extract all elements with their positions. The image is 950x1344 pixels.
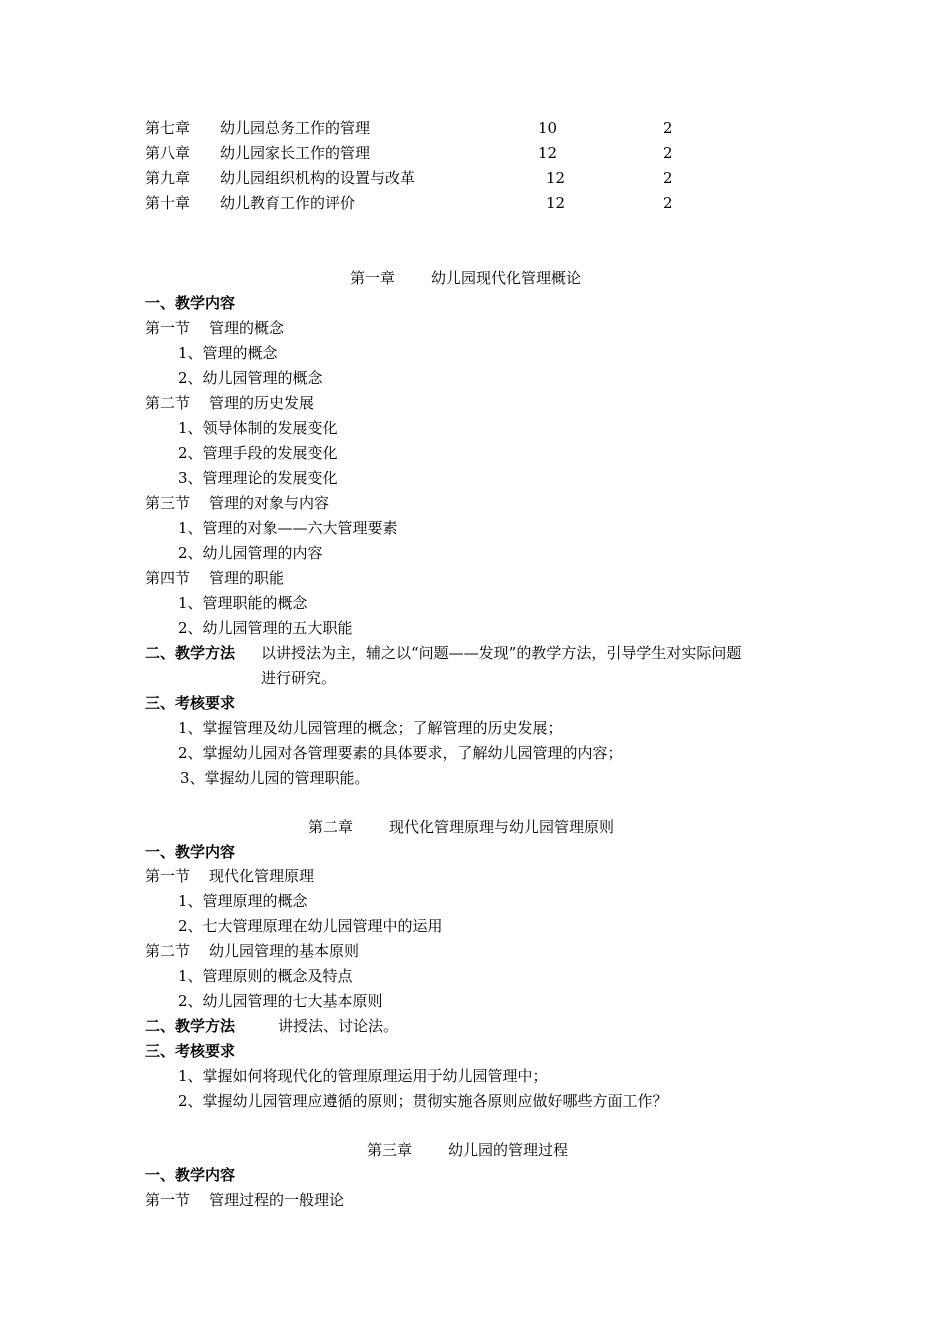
subsection-title: 管理的对象与内容 [209,494,330,512]
method-text: 讲授法、讨论法。 [278,1017,399,1035]
section-label-method: 二、教学方法 [145,644,236,662]
list-item: 1、管理原则的概念及特点 [178,967,353,985]
hours-value: 10 [538,119,558,137]
credits-value: 2 [663,119,673,137]
section-label-content: 一、教学内容 [145,294,236,312]
list-item: 1、掌握如何将现代化的管理原理运用于幼儿园管理中； [178,1067,548,1085]
subsection-title: 幼儿园管理的基本原则 [209,942,360,960]
list-item: 1、管理的概念 [178,344,278,362]
list-item: 2、管理手段的发展变化 [178,444,338,462]
chapter-title: 幼儿园总务工作的管理 [220,119,371,137]
subsection-title: 管理的概念 [209,319,285,337]
hours-value: 12 [546,169,566,187]
subsection-number: 第二节 [145,942,191,960]
list-item: 1、掌握管理及幼儿园管理的概念；了解管理的历史发展； [178,719,563,737]
subsection-number: 第二节 [145,394,191,412]
section-label-method: 二、教学方法 [145,1017,236,1035]
table-row [145,143,190,163]
section-label-content: 一、教学内容 [145,1166,236,1184]
list-item: 2、七大管理原理在幼儿园管理中的运用 [178,917,443,935]
subsection-title: 管理的职能 [209,569,285,587]
chapter-heading-number: 第二章 [308,818,354,836]
list-item: 2、幼儿园管理的内容 [178,544,323,562]
credits-value: 2 [663,144,673,162]
table-row [145,193,190,213]
chapter-heading-number: 第三章 [367,1141,413,1159]
subsection-heading [145,568,284,588]
chapter-heading-title: 幼儿园的管理过程 [448,1141,569,1159]
hours-value: 12 [538,144,558,162]
list-item: 1、管理的对象——六大管理要素 [178,519,398,537]
chapter-number: 第九章 [145,169,191,187]
method-text-continued: 进行研究。 [261,669,337,687]
subsection-heading [145,941,359,961]
list-item: 3、掌握幼儿园的管理职能。 [180,769,370,787]
chapter-number: 第八章 [145,144,191,162]
subsection-number: 第三节 [145,494,191,512]
section-label-assessment: 三、考核要求 [145,1042,236,1060]
subsection-heading [145,393,314,413]
list-item: 1、管理职能的概念 [178,594,308,612]
subsection-number: 第四节 [145,569,191,587]
chapter-title: 幼儿园家长工作的管理 [220,144,371,162]
subsection-number: 第一节 [145,867,191,885]
subsection-title: 现代化管理原理 [209,867,315,885]
chapter-heading-title: 现代化管理原理与幼儿园管理原则 [389,818,615,836]
subsection-heading [145,318,284,338]
credits-value: 2 [663,194,673,212]
chapter-title: 幼儿教育工作的评价 [220,194,356,212]
chapter-heading [367,1140,568,1160]
chapter-heading-number: 第一章 [350,269,396,287]
list-item: 2、掌握幼儿园管理应遵循的原则；贯彻实施各原则应做好哪些方面工作？ [178,1092,668,1110]
list-item: 1、领导体制的发展变化 [178,419,338,437]
method-text: 以讲授法为主，辅之以“问题——发现”的教学方法，引导学生对实际问题 [261,644,742,662]
chapter-heading [308,817,614,837]
chapter-title: 幼儿园组织机构的设置与改革 [220,169,416,187]
subsection-title: 管理的历史发展 [209,394,315,412]
list-item: 2、幼儿园管理的概念 [178,369,323,387]
section-label-content: 一、教学内容 [145,843,236,861]
chapter-number: 第十章 [145,194,191,212]
chapter-heading-title: 幼儿园现代化管理概论 [431,269,582,287]
subsection-number: 第一节 [145,319,191,337]
list-item: 3、管理理论的发展变化 [178,469,338,487]
list-item: 2、幼儿园管理的五大职能 [178,619,353,637]
hours-value: 12 [546,194,566,212]
subsection-heading [145,1190,344,1210]
credits-value: 2 [663,169,673,187]
table-row [145,168,190,188]
table-row [145,118,190,138]
subsection-heading [145,493,329,513]
list-item: 2、幼儿园管理的七大基本原则 [178,992,383,1010]
list-item: 1、管理原理的概念 [178,892,308,910]
subsection-number: 第一节 [145,1191,191,1209]
subsection-title: 管理过程的一般理论 [209,1191,345,1209]
list-item: 2、掌握幼儿园对各管理要素的具体要求，了解幼儿园管理的内容； [178,744,623,762]
subsection-heading [145,866,314,886]
section-label-assessment: 三、考核要求 [145,694,236,712]
chapter-heading [350,268,581,288]
chapter-number: 第七章 [145,119,191,137]
